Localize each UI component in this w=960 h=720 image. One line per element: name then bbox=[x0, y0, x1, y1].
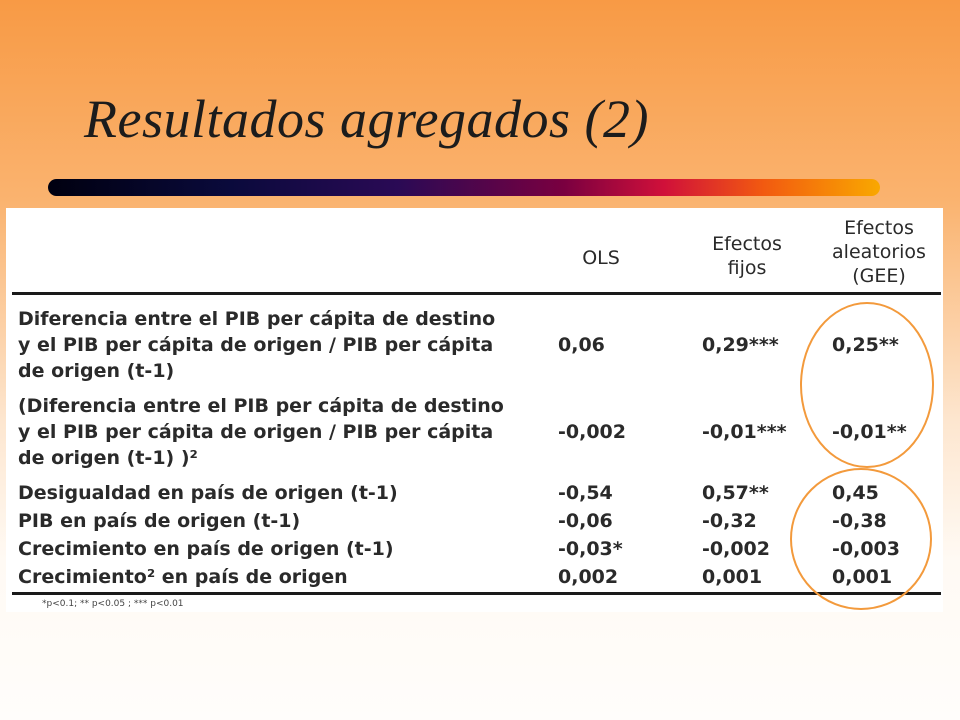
bottom-rule bbox=[12, 592, 941, 595]
header-ols: OLS bbox=[582, 247, 620, 269]
header-fixed-effects: Efectos fijos bbox=[712, 233, 782, 279]
row-label-gdp-difference-squared: (Diferencia entre el PIB per cápita de destino y el PIB per cápita de origen / PIB per cápita de origen (t-1) )² bbox=[18, 395, 504, 469]
cell-random: -0,38 bbox=[832, 510, 887, 532]
slide-title: Resultados agregados (2) bbox=[84, 89, 649, 149]
cell-random: -0,003 bbox=[832, 538, 900, 560]
row-label-growth: Crecimiento en país de origen (t-1) bbox=[18, 538, 394, 560]
cell-ols: -0,54 bbox=[558, 482, 613, 504]
cell-fixed: 0,57** bbox=[702, 482, 769, 504]
highlight-circle-top bbox=[800, 302, 934, 468]
row-label-growth-squared: Crecimiento² en país de origen bbox=[18, 566, 348, 588]
cell-random: -0,01** bbox=[832, 421, 907, 443]
cell-fixed: 0,29*** bbox=[702, 334, 779, 356]
cell-ols: -0,002 bbox=[558, 421, 626, 443]
cell-ols: 0,06 bbox=[558, 334, 605, 356]
cell-fixed: -0,01*** bbox=[702, 421, 787, 443]
row-label-gdp-difference: Diferencia entre el PIB per cápita de destino y el PIB per cápita de origen / PIB per cápita de origen (t-1) bbox=[18, 308, 496, 382]
highlight-circle-bottom bbox=[790, 468, 932, 610]
row-label-gdp-origin: PIB en país de origen (t-1) bbox=[18, 510, 301, 532]
row-label-inequality: Desigualdad en país de origen (t-1) bbox=[18, 482, 398, 504]
cell-fixed: -0,32 bbox=[702, 510, 757, 532]
header-rule bbox=[12, 292, 941, 295]
header-random-effects: Efectos aleatorios (GEE) bbox=[832, 217, 926, 287]
cell-ols: 0,002 bbox=[558, 566, 619, 588]
cell-fixed: 0,001 bbox=[702, 566, 763, 588]
cell-fixed: -0,002 bbox=[702, 538, 770, 560]
cell-ols: -0,06 bbox=[558, 510, 613, 532]
cell-random: 0,25** bbox=[832, 334, 899, 356]
significance-footnote: *p<0.1; ** p<0.05 ; *** p<0.01 bbox=[42, 599, 184, 609]
cell-random: 0,45 bbox=[832, 482, 879, 504]
cell-random: 0,001 bbox=[832, 566, 893, 588]
title-underline-bar bbox=[48, 179, 880, 196]
cell-ols: -0,03* bbox=[558, 538, 623, 560]
